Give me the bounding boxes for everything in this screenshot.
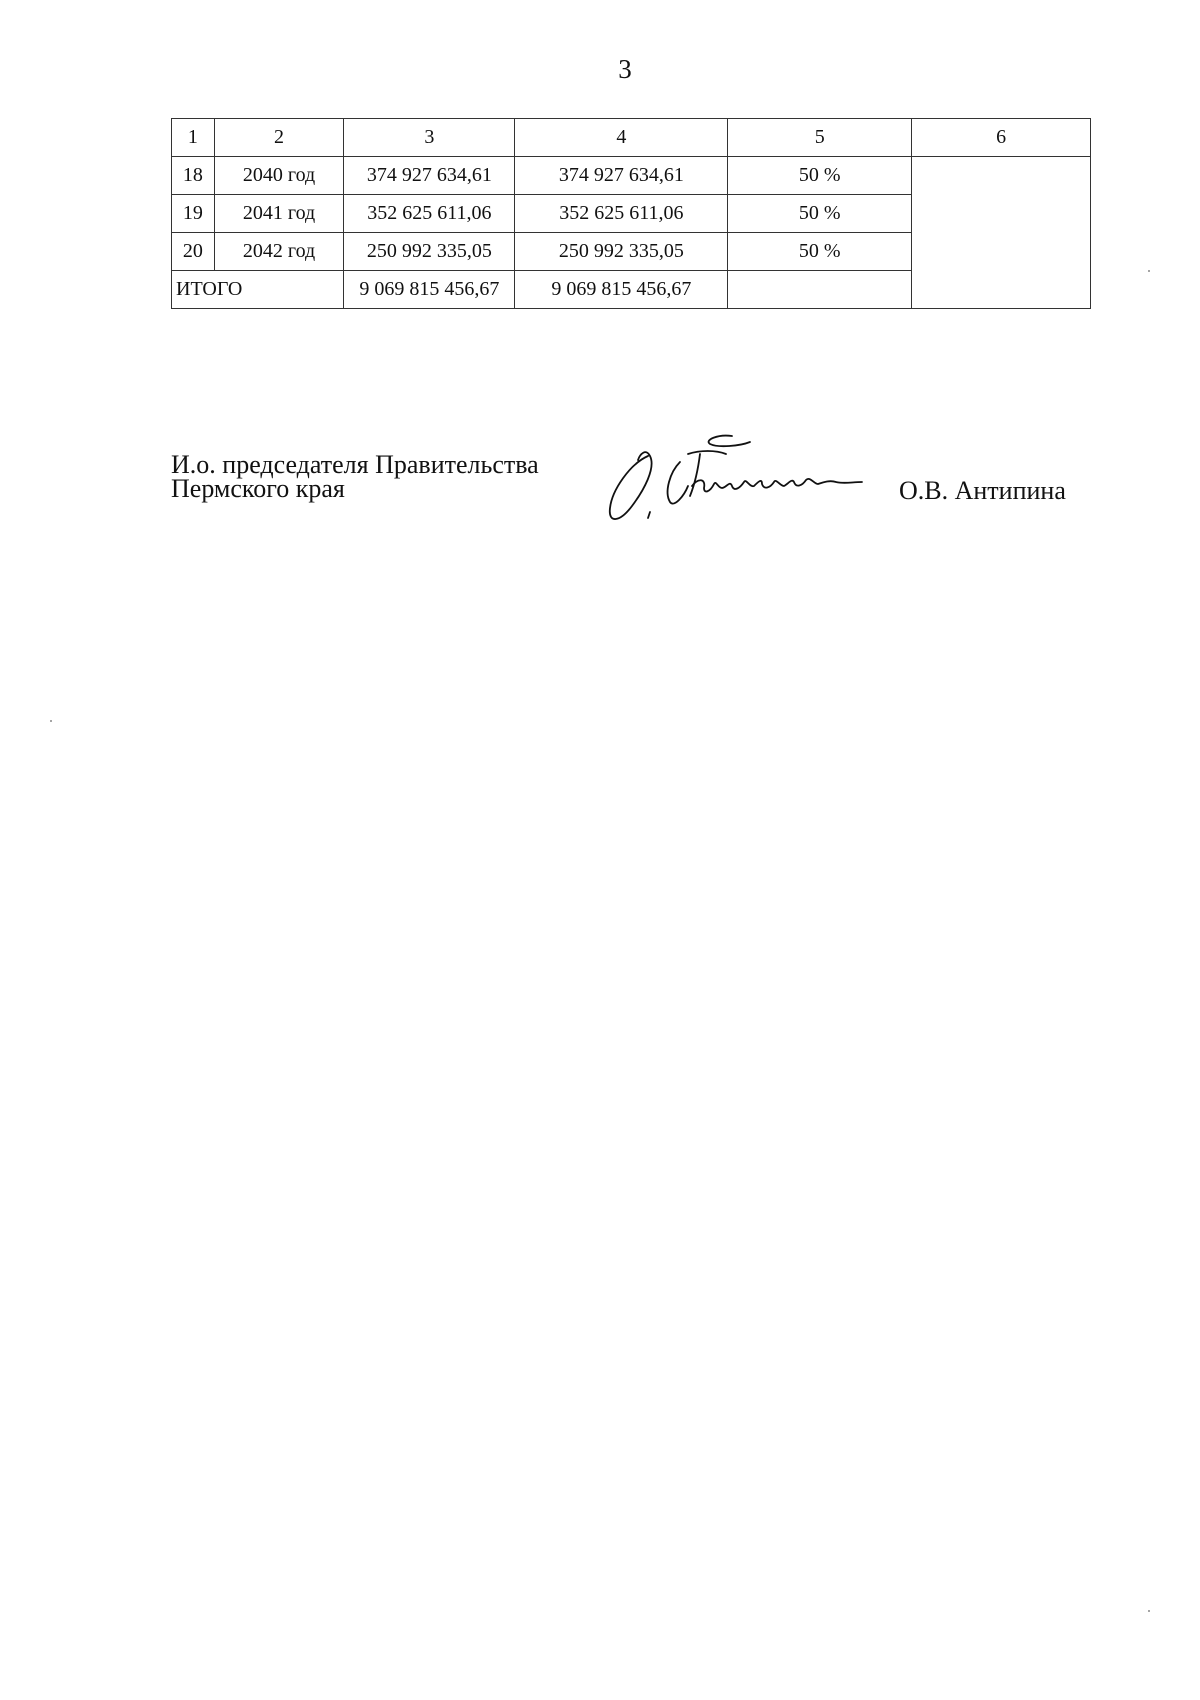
year-cell: 2040 год — [214, 157, 343, 195]
merged-empty-cell — [912, 157, 1091, 309]
amount-cell: 250 992 335,05 — [515, 233, 728, 271]
total-amount-cell: 9 069 815 456,67 — [515, 271, 728, 309]
signatory-title-line2: Пермского края — [171, 474, 345, 503]
header-cell: 5 — [728, 119, 912, 157]
amount-cell: 250 992 335,05 — [344, 233, 515, 271]
table-header-row — [172, 119, 1091, 157]
header-cell: 2 — [214, 119, 343, 157]
amount-cell: 352 625 611,06 — [344, 195, 515, 233]
header-cell: 4 — [515, 119, 728, 157]
percent-cell: 50 % — [728, 157, 912, 195]
budget-table — [171, 118, 1091, 309]
handwritten-signature — [600, 430, 920, 530]
scan-speck — [1148, 270, 1150, 272]
row-number-cell: 19 — [172, 195, 215, 233]
signatory-name: О.В. Антипина — [899, 476, 1066, 505]
header-cell: 6 — [912, 119, 1091, 157]
signatory-title-line1: И.о. председателя Правительства — [171, 450, 539, 479]
percent-cell: 50 % — [728, 195, 912, 233]
year-cell: 2042 год — [214, 233, 343, 271]
amount-cell: 374 927 634,61 — [515, 157, 728, 195]
signatory-title — [171, 450, 539, 503]
page-number: 3 — [618, 54, 632, 84]
scan-speck — [1148, 1610, 1150, 1612]
row-number-cell: 20 — [172, 233, 215, 271]
row-number-cell: 18 — [172, 157, 215, 195]
total-empty-cell — [728, 271, 912, 309]
percent-cell: 50 % — [728, 233, 912, 271]
amount-cell: 352 625 611,06 — [515, 195, 728, 233]
year-cell: 2041 год — [214, 195, 343, 233]
table-row — [172, 157, 1091, 195]
scan-speck — [50, 720, 52, 722]
amount-cell: 374 927 634,61 — [344, 157, 515, 195]
total-label-cell: ИТОГО — [172, 271, 344, 309]
total-amount-cell: 9 069 815 456,67 — [344, 271, 515, 309]
header-cell: 1 — [172, 119, 215, 157]
header-cell: 3 — [344, 119, 515, 157]
